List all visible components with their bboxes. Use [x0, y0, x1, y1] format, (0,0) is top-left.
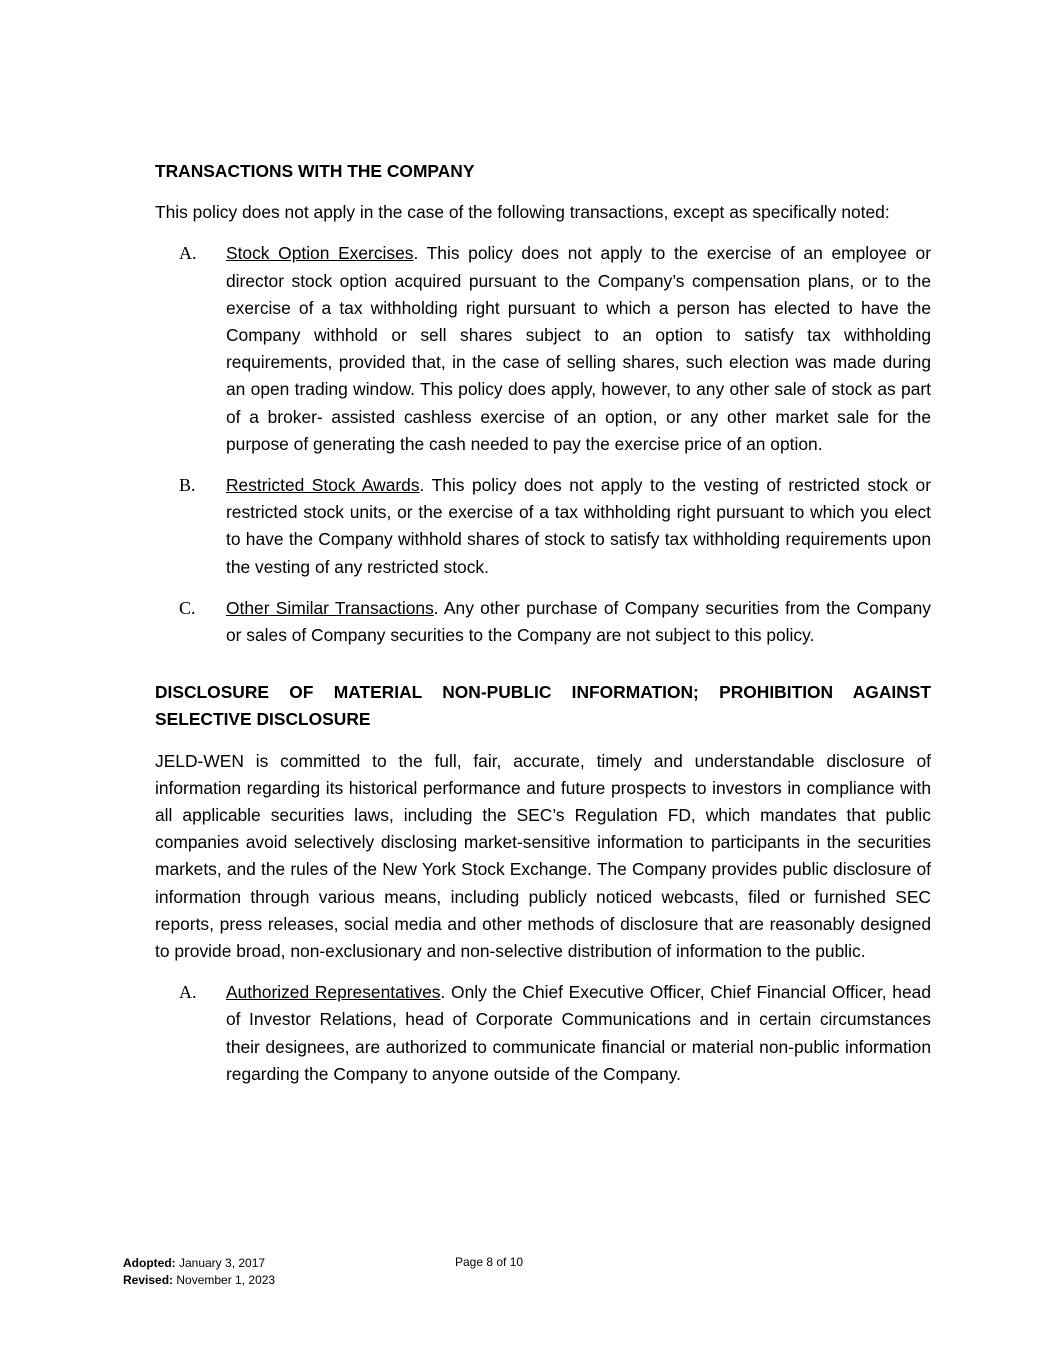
adopted-date: January 3, 2017	[175, 1256, 266, 1270]
list-item-text: . Only the Chief Executive Officer, Chief Financial Officer, head of Investor Relations, head of Corporate Communications and in certain circumstances their designees, are authorized to communicate financial or material non-public information regarding the Company to anyone outside of the Company.	[226, 982, 931, 1084]
list-item-title: Restricted Stock Awards	[226, 475, 420, 496]
list-item	[155, 240, 931, 458]
list-item-body	[226, 595, 931, 649]
list-item-title: Authorized Representatives	[226, 982, 441, 1003]
adopted-line	[123, 1255, 275, 1272]
revised-label: Revised:	[123, 1273, 174, 1287]
list-item-title: Other Similar Transactions	[226, 597, 434, 618]
list-item-body	[226, 472, 931, 581]
list-item-text: . This policy does not apply to the vesting of restricted stock or restricted stock units, or the exercise of a tax withholding right pursuant to which you elect to have the Company withhold shares of stock to satisfy tax withholding requirements upon the vesting of any restricted stock.	[226, 475, 931, 577]
list-item	[155, 979, 931, 1088]
list-item-letter: C.	[179, 597, 196, 618]
adopted-label: Adopted:	[123, 1256, 176, 1270]
revised-date: November 1, 2023	[173, 1273, 276, 1287]
section-paragraph: JELD-WEN is committed to the full, fair, accurate, timely and understandable disclosure of information regarding its historical performance and future prospects to investors in compliance with all applicable securities laws, including the SEC’s Regulation FD, which mandates that public companies avoid selectively disclosing market-sensitive information to participants in the securities markets, and the rules of the New York Stock Exchange. The Company provides public disclosure of information through various means, including publicly noticed webcasts, filed or furnished SEC reports, press releases, social media and other methods of disclosure that are reasonably designed to provide broad, non-exclusionary and non-selective distribution of information to the public.	[155, 750, 931, 962]
section-heading-transactions: TRANSACTIONS WITH THE COMPANY	[155, 161, 475, 181]
revised-line	[123, 1272, 275, 1289]
list-item-letter: B.	[179, 475, 196, 496]
footer-dates	[123, 1255, 275, 1289]
list-item-letter: A.	[179, 243, 197, 264]
document-body	[155, 158, 931, 1088]
list-item-title: Stock Option Exercises	[226, 243, 414, 264]
list-item-body	[226, 240, 931, 458]
list-item	[155, 472, 931, 581]
section-intro: This policy does not apply in the case of the following transactions, except as specifically noted:	[155, 202, 890, 223]
list-item-letter: A.	[179, 982, 197, 1003]
section-heading-disclosure: DISCLOSURE OF MATERIAL NON-PUBLIC INFORMATION; PROHIBITION AGAINST SELECTIVE DISCLOSURE	[155, 682, 931, 730]
list-item-body	[226, 979, 931, 1088]
list-item	[155, 595, 931, 649]
list-item-text: . This policy does not apply to the exercise of an employee or director stock option acquired pursuant to the Company’s compensation plans, or to the exercise of a tax withholding right pursuant to which a person has elected to have the Company withhold or sell shares subject to an option to satisfy tax withholding requirements, provided that, in the case of selling shares, such election was made during an open trading window. This policy does apply, however, to any other sale of stock as part of a broker- assisted cashless exercise of an option, or any other market sale for the purpose of generating the cash needed to pay the exercise price of an option.	[226, 243, 931, 454]
list-item-text: . Any other purchase of Company securities from the Company or sales of Company securities to the Company are not subject to this policy.	[226, 597, 931, 646]
page-number: Page 8 of 10	[455, 1255, 524, 1269]
